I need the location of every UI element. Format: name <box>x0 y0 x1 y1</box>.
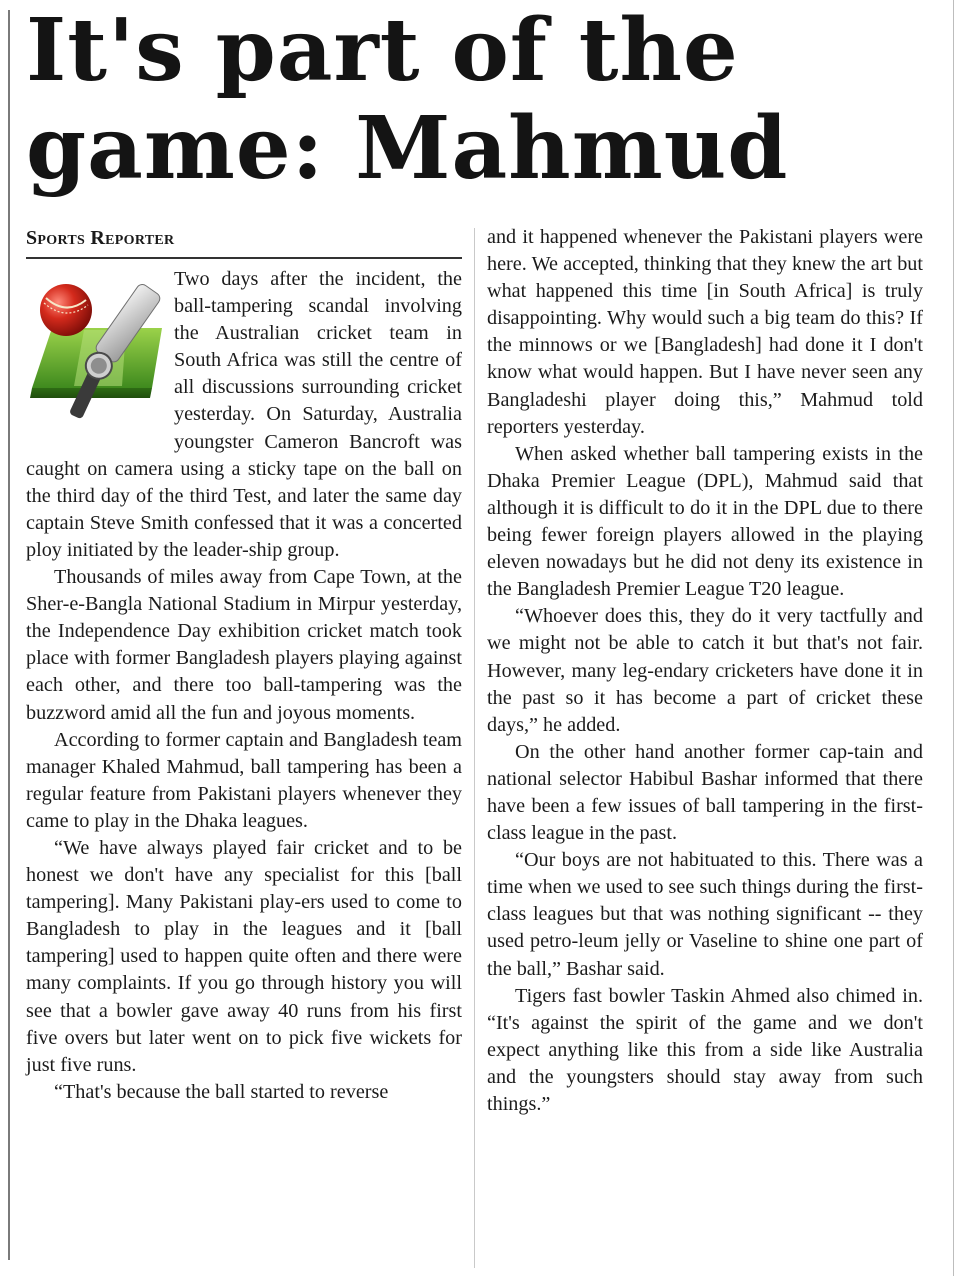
paragraph: “Whoever does this, they do it very tactfully and we might not be able to catch it but that's not fair. However, many leg-endary cricketers have done it in the past so it has become a part of cricket these days,” he added. <box>487 605 923 736</box>
byline-rule <box>26 257 462 259</box>
headline: It's part of the game: Mahmud <box>26 0 789 199</box>
article-column-left <box>26 266 462 1106</box>
paragraph: “Our boys are not habituated to this. There was a time when we used to see such things during the first-class leagues but that was nothing significant -- they used petro-leum jelly or Vaseline to shine one part of the ball,” Bashar said. <box>487 849 923 980</box>
paragraph: When asked whether ball tampering exists in the Dhaka Premier League (DPL), Mahmud said that although it is difficult to do it in the DPL due to there being fewer foreign players allowed in the playing eleven nowadays but he did not deny its existence in the Bangladesh Premier League T20 league. <box>487 442 923 601</box>
left-border-rule <box>8 10 10 1260</box>
paragraph: and it happened whenever the Pakistani players were here. We accepted, thinking that they knew the art but what happened this time [in South Africa] is truly disappointing. Why would such a big team do this? If the minnows or we [Bangladesh] had done it I don't know what would happen. But I have never seen any Bangladeshi player doing this,” Mahmud told reporters yesterday. <box>487 226 923 438</box>
column-divider <box>474 228 475 1268</box>
paragraph: “That's because the ball started to reverse <box>54 1080 389 1103</box>
paragraph: According to former captain and Bangladesh team manager Khaled Mahmud, ball tampering has been a regular feature from Pakistani players whenever they came to play in the Dhaka leagues. <box>26 728 462 832</box>
cricket-ball-bat-pitch-icon <box>22 270 168 434</box>
right-border-rule <box>953 0 954 1276</box>
paragraph: Two days after the incident, the ball-tampering scandal involving the Australian cricket team in South Africa was still the centre of all discussions surrounding cricket yesterday. On Saturday, Australia youngster Cameron Bancroft was caught on camera using a sticky tape on the ball on the third day of the third Test, and later the same day captain Steve Smith confessed that it was a concerted ploy initiated by the leader-ship group. <box>26 268 462 561</box>
byline: Sports Reporter <box>26 227 175 249</box>
article-column-right <box>487 224 923 1118</box>
paragraph: On the other hand another former cap-tain and national selector Habibul Bashar informed that there have been a few issues of ball tampering in the first-class league in the past. <box>487 740 923 845</box>
paragraph: Thousands of miles away from Cape Town, at the Sher-e-Bangla National Stadium in Mirpur yesterday, the Independence Day exhibition cricket match took place with former Bangladesh players playing against each other, and there too ball-tampering was the buzzword amid all the fun and joyous moments. <box>26 566 462 724</box>
paragraph: Tigers fast bowler Taskin Ahmed also chimed in. “It's against the spirit of the game and we don't expect anything like this from a side like Australia and the youngsters should stay away from such things.” <box>487 984 923 1115</box>
paragraph: “We have always played fair cricket and to be honest we don't have any specialist for this [ball tampering]. Many Pakistani play-ers used to come to Bangladesh to play in the leagues and it [ball tampering] used to happen quite often and there were many complaints. If you go through history you will see that a bowler gave away 40 runs from his first five overs but later went on to pick five wickets for just five runs. <box>26 836 462 1076</box>
